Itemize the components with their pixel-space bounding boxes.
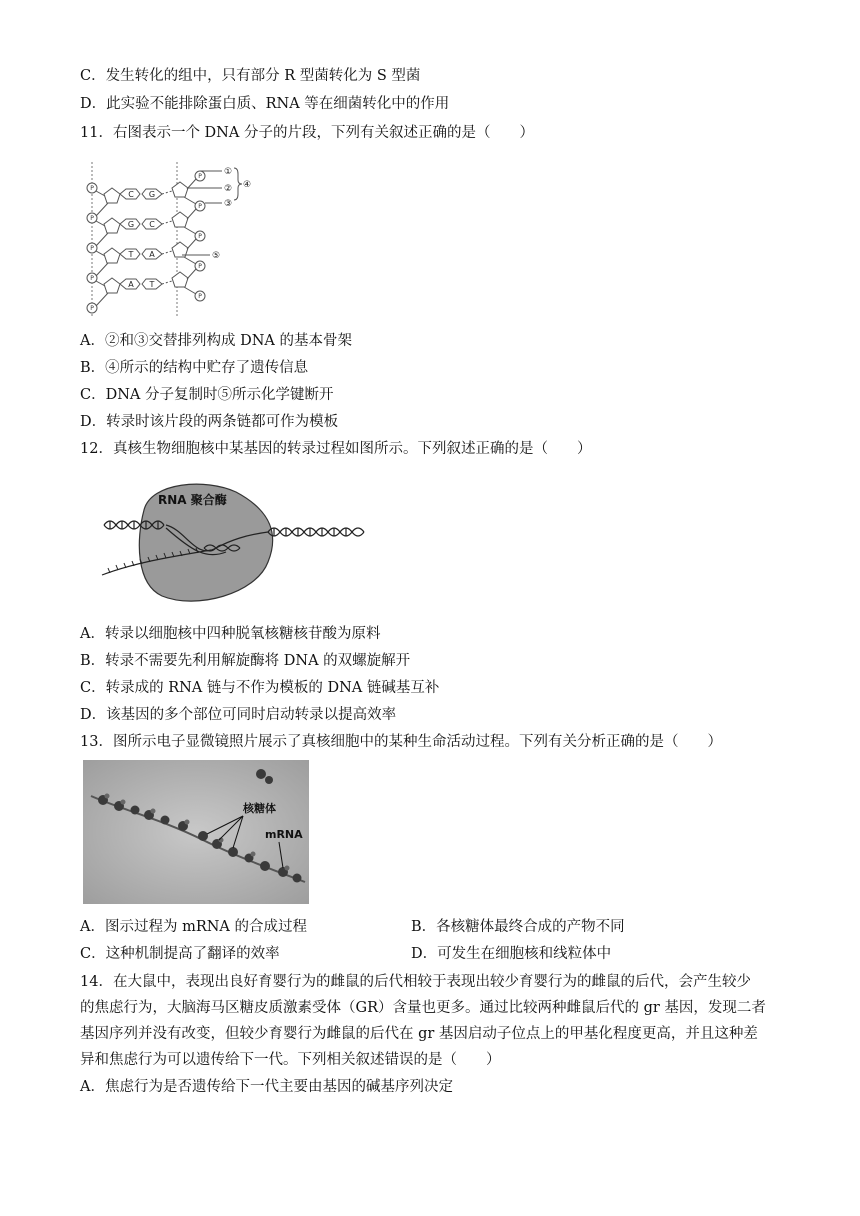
option-13d: D．可发生在细胞核和线粒体中: [411, 946, 612, 962]
callout-2: ②: [224, 184, 233, 194]
mrna-label: mRNA: [265, 828, 303, 841]
option-11c: C．DNA 分子复制时⑤所示化学键断开: [80, 387, 334, 403]
phosphate-label: P: [90, 245, 94, 252]
phosphate-label: P: [198, 293, 202, 300]
option-10d: D．此实验不能排除蛋白质、RNA 等在细菌转化中的作用: [80, 96, 450, 112]
question-12-stem: 12．真核生物细胞核中某基因的转录过程如图所示。下列叙述正确的是（ ）: [80, 441, 592, 457]
base-right-1: G: [148, 190, 156, 199]
phosphate-label: P: [198, 233, 202, 240]
base-left-2: G: [127, 220, 135, 229]
option-13b: B．各核糖体最终合成的产物不同: [411, 919, 625, 935]
question-14-stem-line2: 的焦虑行为，大脑海马区糖皮质激素受体（GR）含量也更多。通过比较两种雌鼠后代的 gr 基因，发现二者: [80, 1000, 766, 1016]
transcription-figure: [96, 470, 366, 610]
question-14-stem-line4: 异和焦虑行为可以遗传给下一代。下列相关叙述错误的是（ ）: [80, 1052, 501, 1068]
callout-4: ④: [243, 180, 252, 190]
option-13a: A．图示过程为 mRNA 的合成过程: [80, 919, 308, 935]
option-14a: A．焦虑行为是否遗传给下一代主要由基因的碱基序列决定: [80, 1079, 453, 1095]
option-12a: A．转录以细胞核中四种脱氧核糖核苷酸为原料: [80, 626, 381, 642]
base-left-1: C: [128, 190, 134, 199]
question-13-stem: 13．图所示电子显微镜照片展示了真核细胞中的某种生命活动过程。下列有关分析正确的是（ ）: [80, 734, 722, 750]
base-left-3: T: [128, 250, 134, 259]
question-14-stem-line3: 基因序列并没有改变，但较少育婴行为雌鼠的后代在 gr 基因启动子位点上的甲基化程度更高，并且这种差: [80, 1026, 758, 1042]
option-10c: C．发生转化的组中，只有部分 R 型菌转化为 S 型菌: [80, 68, 421, 84]
question-11-stem: 11．右图表示一个 DNA 分子的片段，下列有关叙述正确的是（ ）: [80, 125, 534, 141]
phosphate-label: P: [198, 173, 202, 180]
dna-structure-figure: [82, 158, 262, 320]
question-14-stem-line1: 14．在大鼠中，表现出良好育婴行为的雌鼠的后代相较于表现出较少育婴行为的雌鼠的后代，会产生较少: [80, 974, 751, 990]
electron-micrograph-figure: [83, 760, 309, 904]
phosphate-label: P: [90, 275, 94, 282]
option-11d: D．转录时该片段的两条链都可作为模板: [80, 414, 339, 430]
option-12b: B．转录不需要先利用解旋酶将 DNA 的双螺旋解开: [80, 653, 411, 669]
phosphate-label: P: [90, 215, 94, 222]
rna-polymerase-label: RNA 聚合酶: [158, 493, 227, 507]
phosphate-label: P: [198, 203, 202, 210]
option-12d: D．该基因的多个部位可同时启动转录以提高效率: [80, 707, 397, 723]
option-13c: C．这种机制提高了翻译的效率: [80, 946, 280, 962]
phosphate-label: P: [198, 263, 202, 270]
callout-1: ①: [224, 167, 233, 177]
callout-3: ③: [224, 199, 233, 209]
base-right-3: A: [149, 250, 155, 259]
phosphate-label: P: [90, 185, 94, 192]
option-12c: C．转录成的 RNA 链与不作为模板的 DNA 链碱基互补: [80, 680, 440, 696]
callout-5: ⑤: [212, 251, 221, 261]
ribosome-label: 核糖体: [243, 802, 276, 815]
base-right-2: C: [149, 220, 155, 229]
base-right-4: T: [149, 280, 155, 289]
phosphate-label: P: [90, 305, 94, 312]
base-left-4: A: [128, 280, 134, 289]
option-11b: B．④所示的结构中贮存了遗传信息: [80, 360, 309, 376]
option-11a: A．②和③交替排列构成 DNA 的基本骨架: [80, 333, 352, 349]
